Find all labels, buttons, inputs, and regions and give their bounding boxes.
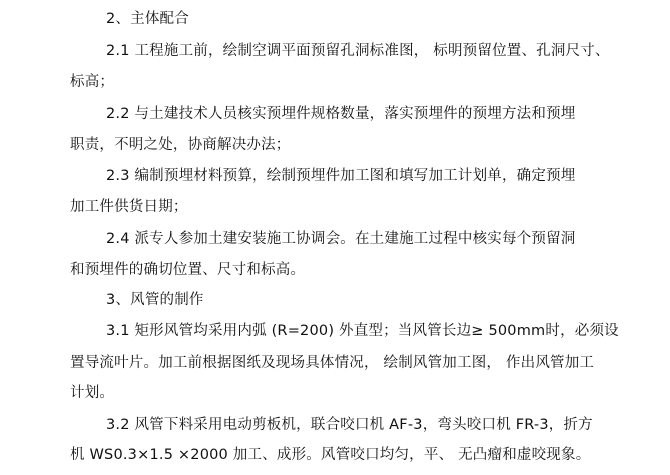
paragraph-2-3-line-2: 加工件供货日期； — [70, 199, 188, 215]
paragraph-3-2-line-1: 3.2 风管下料采用电动剪板机，联合咬口机 AF-3，弯头咬口机 FR-3，折方 — [106, 417, 593, 433]
section-heading-3: 3、风管的制作 — [106, 292, 204, 308]
paragraph-3-2-line-2: 机 WS0.3×1.5 ×2000 加工、成形。风管咬口均匀，平、 无凸瘤和虚咬现象。 — [70, 447, 591, 463]
paragraph-2-1-line-1: 2.1 工程施工前，绘制空调平面预留孔洞标准图， 标明预留位置、孔洞尺寸、 — [106, 43, 610, 59]
paragraph-3-1-line-2: 置导流叶片。加工前根据图纸及现场具体情况， 绘制风管加工图， 作出风管加工 — [70, 355, 595, 371]
paragraph-2-4-line-1: 2.4 派专人参加土建安装施工协调会。在土建施工过程中核实每个预留洞 — [106, 231, 576, 247]
paragraph-2-2-line-2: 职责，不明之处，协商解决办法； — [70, 137, 291, 153]
paragraph-2-4-line-2: 和预埋件的确切位置、尺寸和标高。 — [70, 262, 306, 278]
paragraph-2-1-line-2: 标高； — [70, 74, 115, 90]
paragraph-3-1-line-3: 计划。 — [70, 385, 115, 401]
section-heading-2: 2、主体配合 — [106, 11, 189, 27]
paragraph-2-3-line-1: 2.3 编制预埋材料预算，绘制预埋件加工图和填写加工计划单，确定预埋 — [106, 168, 576, 184]
paragraph-3-1-line-1: 3.1 矩形风管均采用内弧 (R=200) 外直型；当风管长边≥ 500mm时，必须设 — [106, 323, 619, 339]
paragraph-2-2-line-1: 2.2 与土建技术人员核实预埋件规格数量，落实预埋件的预埋方法和预埋 — [106, 106, 576, 122]
